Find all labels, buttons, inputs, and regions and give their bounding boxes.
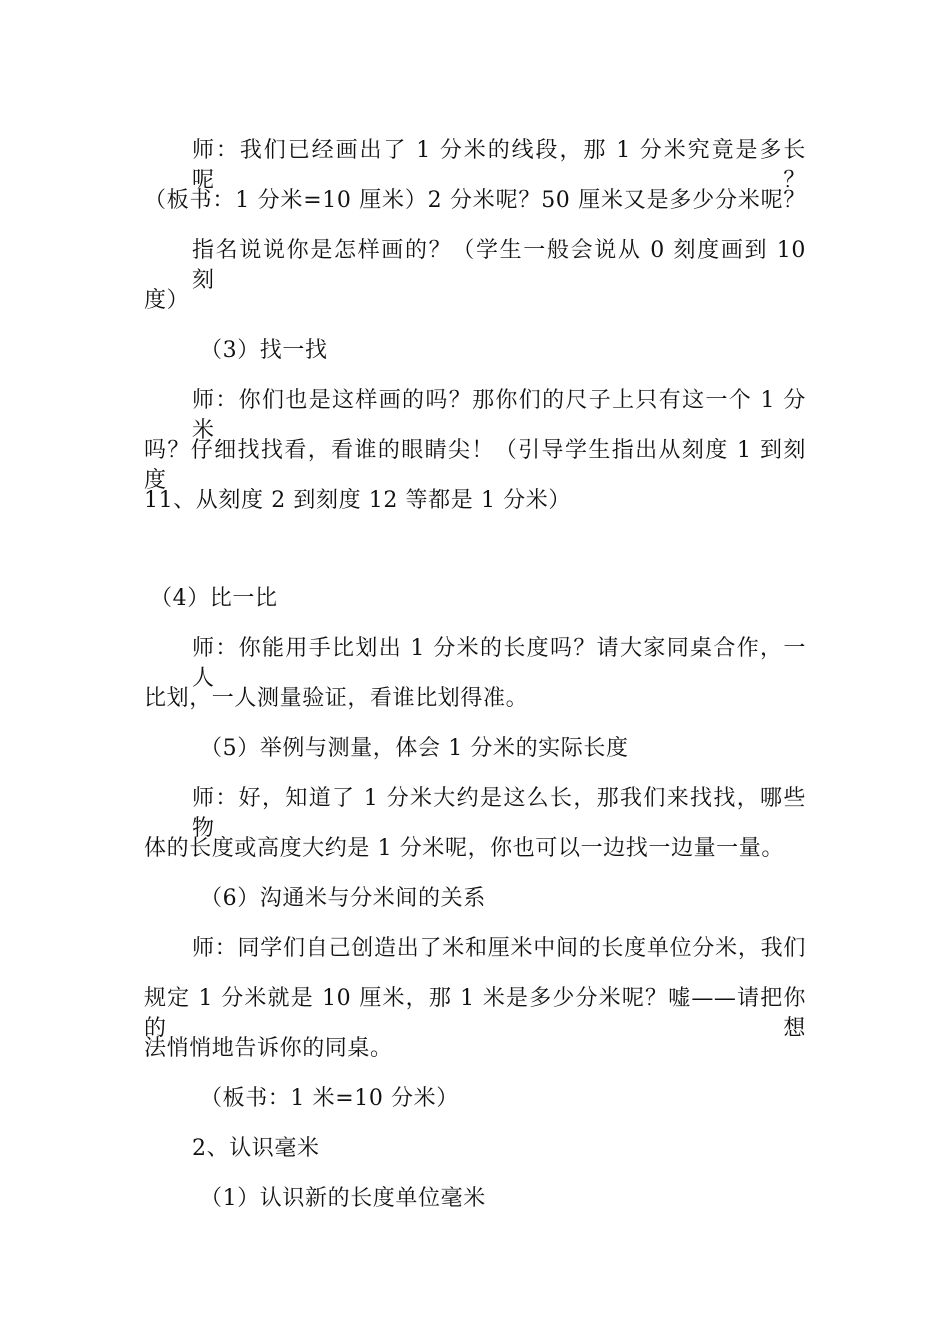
paragraph-line: 指名说说你是怎样画的？（学生一般会说从 0 刻度画到 10 刻 (192, 238, 806, 293)
section-heading: （5）举例与测量，体会 1 分米的实际长度 (200, 736, 629, 761)
paragraph-line: 吗？仔细找找看，看谁的眼睛尖！（引导学生指出从刻度 1 到刻度 (144, 438, 806, 493)
paragraph-line: 师：我们已经画出了 1 分米的线段，那 1 分米究竟是多长呢？ (192, 138, 806, 193)
paragraph-line: 师：你们也是这样画的吗？那你们的尺子上只有这一个 1 分米 (192, 388, 806, 443)
paragraph-line: 体的长度或高度大约是 1 分米呢，你也可以一边找一边量一量。 (144, 836, 784, 861)
paragraph-line: 法悄悄地告诉你的同桌。 (144, 1036, 393, 1061)
paragraph-line: 11、从刻度 2 到刻度 12 等都是 1 分米） (144, 488, 571, 513)
paragraph-line: 规定 1 分米就是 10 厘米，那 1 米是多少分米呢？嘘——请把你的想 (144, 986, 806, 1041)
paragraph-line: 师：同学们自己创造出了米和厘米中间的长度单位分米，我们 (192, 936, 806, 961)
paragraph-line: 比划，一人测量验证，看谁比划得准。 (144, 686, 529, 711)
section-heading: （1）认识新的长度单位毫米 (200, 1186, 486, 1211)
section-heading: （6）沟通米与分米间的关系 (200, 886, 486, 911)
paragraph-line: 度） (144, 288, 190, 313)
section-heading: 2、认识毫米 (192, 1136, 320, 1161)
paragraph-line: 师：好，知道了 1 分米大约是这么长，那我们来找找，哪些物 (192, 786, 806, 841)
paragraph-line: （板书：1 分米=10 厘米）2 分米呢？50 厘米又是多少分米呢？ (144, 188, 806, 213)
paragraph-line: 师：你能用手比划出 1 分米的长度吗？请大家同桌合作，一人 (192, 636, 806, 691)
section-heading: （4）比一比 (150, 586, 278, 611)
paragraph-line: （板书：1 米=10 分米） (200, 1086, 459, 1111)
section-heading: （3）找一找 (200, 338, 328, 363)
